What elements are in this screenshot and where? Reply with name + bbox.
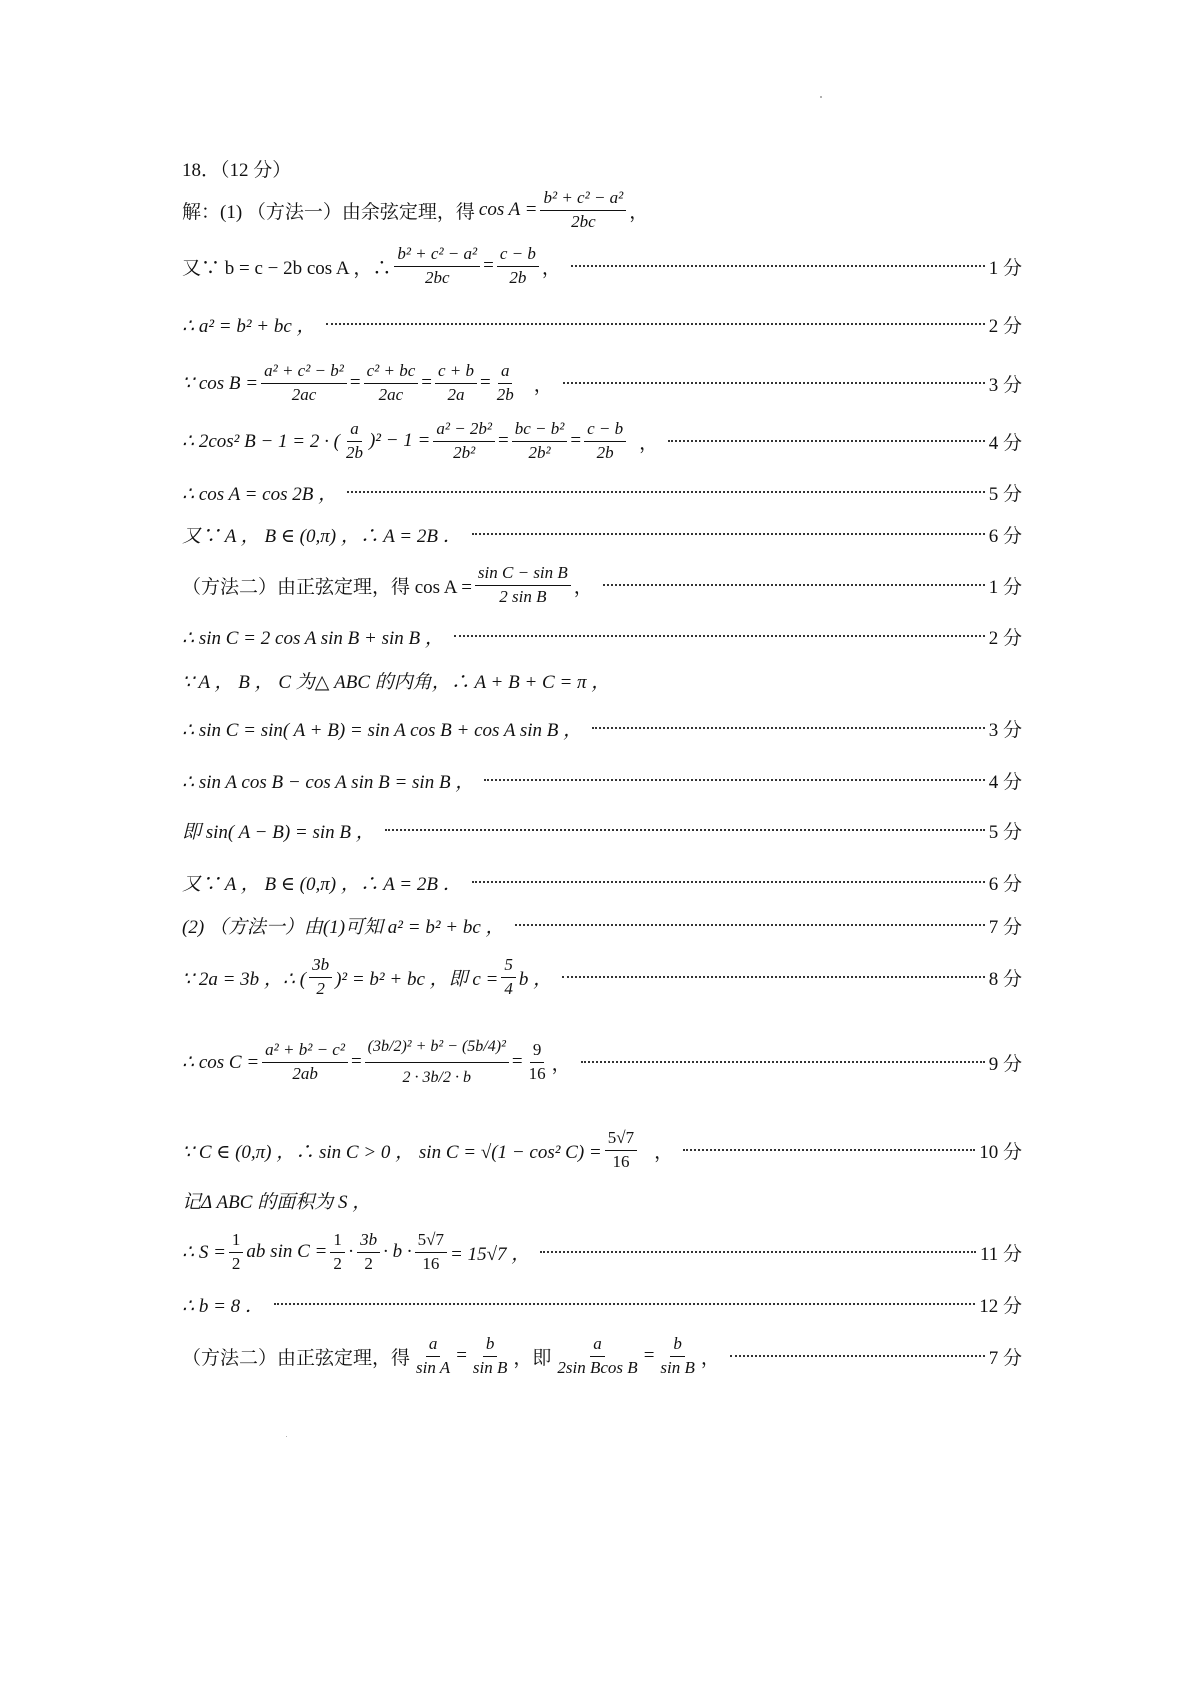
p2m1-line2: ∵ 2a = 3b ，∴ ( $\frac{3b}{2}$ )² = b² + bc ，即 c = $\frac{5}{4}$ b ， 8 分 bbox=[182, 954, 1022, 998]
p1m2-line2: ∴ sin C = 2 cos A sin B + sin B ， 2 分 bbox=[182, 627, 1022, 649]
p1m1-line1: 解：(1) （方法一）由余弦定理，得 cos A = $\frac{\text{b² + c² − a²}}{2bc}$ ， bbox=[182, 187, 649, 231]
p1m2-line5: ∴ sin A cos B − cos A sin B = sin B ， 4 分 bbox=[182, 771, 1022, 793]
scan-speck bbox=[820, 96, 822, 98]
problem-title: 18．（12 分） bbox=[182, 160, 292, 181]
p1m1-line5: ∴ 2cos² B − 1 = 2 · ( $\frac{a}{2b}$ )² − 1 = $\frac{\text{a² − 2b²}}{\text{2b²}}$ = $\frac{\text{bc − b²}}{\text{2b²}}$ = $\frac{c - b}{2b}$ ， 4 分 bbox=[182, 418, 1022, 462]
p1m2-line4: ∴ sin C = sin( A + B) = sin A cos B + cos A sin B ， 3 分 bbox=[182, 719, 1022, 741]
p1m2-line1: （方法二）由正弦定理，得 cos A = $\frac{\text{sin C − sin B}}{\text{2 sin B}}$ ， 1 分 bbox=[182, 562, 1022, 606]
p2m1-line7: ∴ b = 8 ． 12 分 bbox=[182, 1295, 1022, 1317]
p2m1-line4: ∵ C ∈ (0,π) ，∴ sin C > 0 ， sin C = √(1 − cos² C) = $\frac{5√7}{16}$ ， 10 分 bbox=[182, 1127, 1022, 1171]
p1m1-line6: ∴ cos A = cos 2B ， 5 分 bbox=[182, 483, 1022, 505]
score-mark: 1 分 bbox=[988, 257, 1022, 279]
p1m1-line3: ∴ a² = b² + bc ， 2 分 bbox=[182, 315, 1022, 337]
p1m2-line6: 即 sin( A − B) = sin B ， 5 分 bbox=[182, 821, 1022, 843]
p1m2-line3: ∵ A ， B ， C 为△ ABC 的内角，∴ A + B + C = π ， bbox=[182, 671, 611, 693]
p2m1-line5: 记Δ ABC 的面积为 S ， bbox=[182, 1191, 372, 1213]
dot-leader bbox=[571, 265, 985, 267]
p2m1-line1: (2) （方法一）由(1)可知 a² = b² + bc ， 7 分 bbox=[182, 916, 1022, 938]
p1m2-line7: 又∵ A ， B ∈ (0,π) ，∴ A = 2B ． 6 分 bbox=[182, 873, 1022, 895]
p2m2-line1: （方法二）由正弦定理，得 $\frac{a}{\text{sin A}}$ = $\frac{b}{\text{sin B}}$ ，即 $\frac{a}{\text{2sin Bcos B}}$ = $\frac{b}{\text{sin B}}$ ， 7 分 bbox=[182, 1333, 1022, 1377]
p1m1-line7: 又∵ A ， B ∈ (0,π) ，∴ A = 2B ． 6 分 bbox=[182, 525, 1022, 547]
p2m1-line6: ∴ S = $\frac{1}{2}$ ab sin C = $\frac{1}{2}$ · $\frac{3b}{2}$ · b · $\frac{5√7}{16}$ = 15√7 ， 11 分 bbox=[182, 1229, 1022, 1273]
fraction: $\frac{\text{b² + c² − a²}}{2bc}$ bbox=[540, 189, 626, 231]
p1m1-line2: 又∵ b = c − 2b cos A ，∴ $\frac{\text{b² + c² − a²}}{2bc}$ = $\frac{c - b}{2b}$ ， 1 分 bbox=[182, 243, 1022, 287]
scan-speck bbox=[286, 1436, 287, 1437]
p2m1-line3: ∴ cos C = $\frac{\text{a² + b² − c²}}{2ab}$ = $\frac{\text{(3b/2)² + b² − (5b/4)²}}{2 \cdot 3b/2 \cdot b}$ = $\frac{9}{16}$ ， 9 分 bbox=[182, 1037, 1022, 1086]
p1m1-line4: ∵ cos B = $\frac{\text{a² + c² − b²}}{2ac}$ = $\frac{\text{c² + bc}}{2ac}$ = $\frac{c + b}{2a}$ = $\frac{a}{2b}$ ， 3 分 bbox=[182, 360, 1022, 404]
